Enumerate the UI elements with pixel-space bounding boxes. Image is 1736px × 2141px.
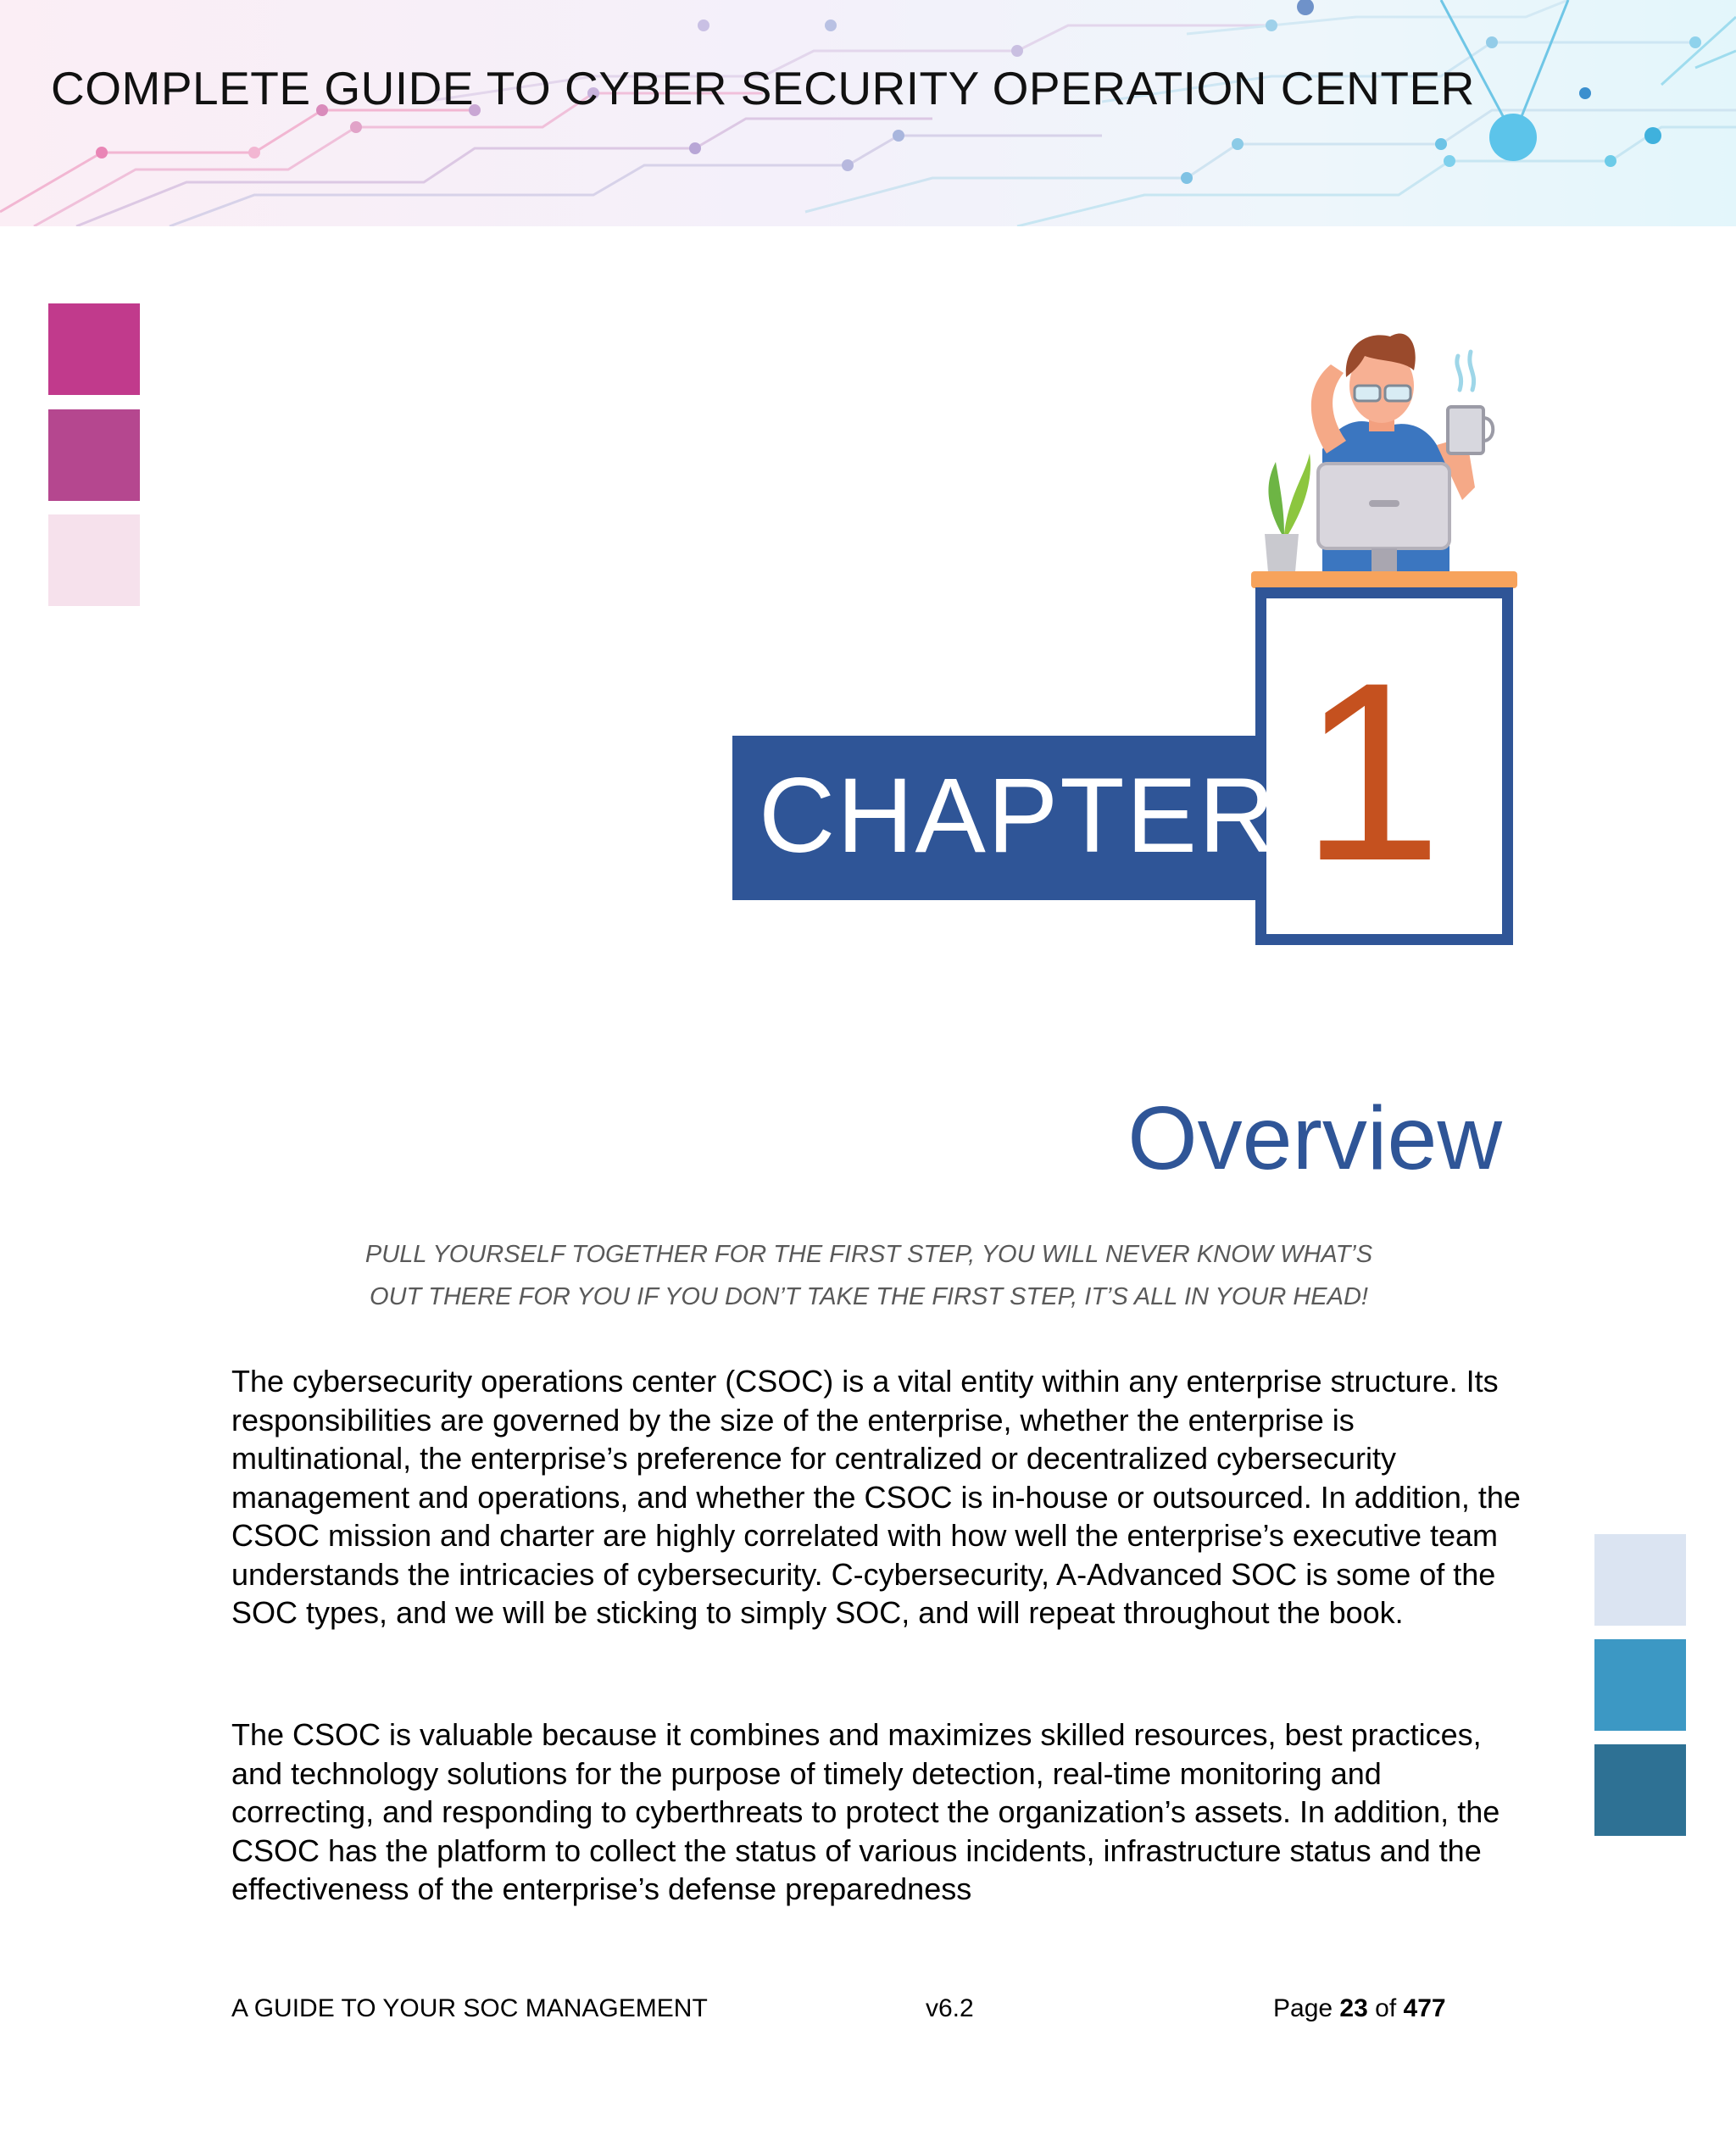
header-banner (0, 0, 1736, 226)
decorative-square-teal (1594, 1639, 1686, 1731)
chapter-number: 1 (1300, 629, 1443, 914)
desk-top-decoration (1251, 571, 1517, 588)
body-paragraph-1: The cybersecurity operations center (CSOC) is a vital entity within any enterprise structure. Its responsibilities are governed by the size of the enterprise, whether the enterprise is multinational, the enterprise’s preference for centralized or decentralized cybersecurity management and operations, and whether the CSOC is in-house or outsourced. In addition, the CSOC mission and charter are highly correlated with how well the enterprise’s executive team understands the intricacies of cybersecurity. C-cybersecurity, A-Advanced SOC is some of the SOC types, and we will be sticking to simply SOC, and will repeat throughout the book. (231, 1364, 1521, 1630)
decorative-square-pink (48, 514, 140, 606)
page-prefix: Page (1273, 1994, 1333, 2022)
page-current: 23 (1339, 1994, 1368, 2022)
decorative-square-purple (48, 409, 140, 501)
chapter-label: CHAPTER (759, 757, 1277, 875)
section-heading-overview: Overview (1127, 1088, 1502, 1188)
decorative-square-magenta (48, 303, 140, 395)
footer-page-number (1273, 1994, 1446, 2023)
page-of: of (1375, 1994, 1397, 2022)
footer-version: v6.2 (926, 1994, 974, 2022)
chapter-quote (280, 1233, 1458, 1318)
footer-guide-title: A GUIDE TO YOUR SOC MANAGEMENT (231, 1994, 708, 2022)
body-paragraph-2: The CSOC is valuable because it combines and maximizes skilled resources, best practices, and technology solutions for the purpose of timely detection, real-time monitoring and correcting, and responding to cyberthreats to protect the organization’s assets. In addition, the CSOC has the platform to collect the status of various incidents, infrastructure status and the effectiveness of the enterprise’s defense preparedness (231, 1717, 1500, 1906)
document-title: COMPLETE GUIDE TO CYBER SECURITY OPERATION CENTER (51, 62, 1475, 114)
decorative-square-light-blue (1594, 1534, 1686, 1626)
quote-line-2: OUT THERE FOR YOU IF YOU DON’T TAKE THE FIRST STEP, IT’S ALL IN YOUR HEAD! (370, 1283, 1368, 1310)
person-at-computer-illustration (1246, 318, 1526, 589)
decorative-square-dark-teal (1594, 1744, 1686, 1836)
quote-line-1: PULL YOURSELF TOGETHER FOR THE FIRST STEP, YOU WILL NEVER KNOW WHAT’S (364, 1241, 1373, 1268)
page-total: 477 (1403, 1994, 1446, 2022)
